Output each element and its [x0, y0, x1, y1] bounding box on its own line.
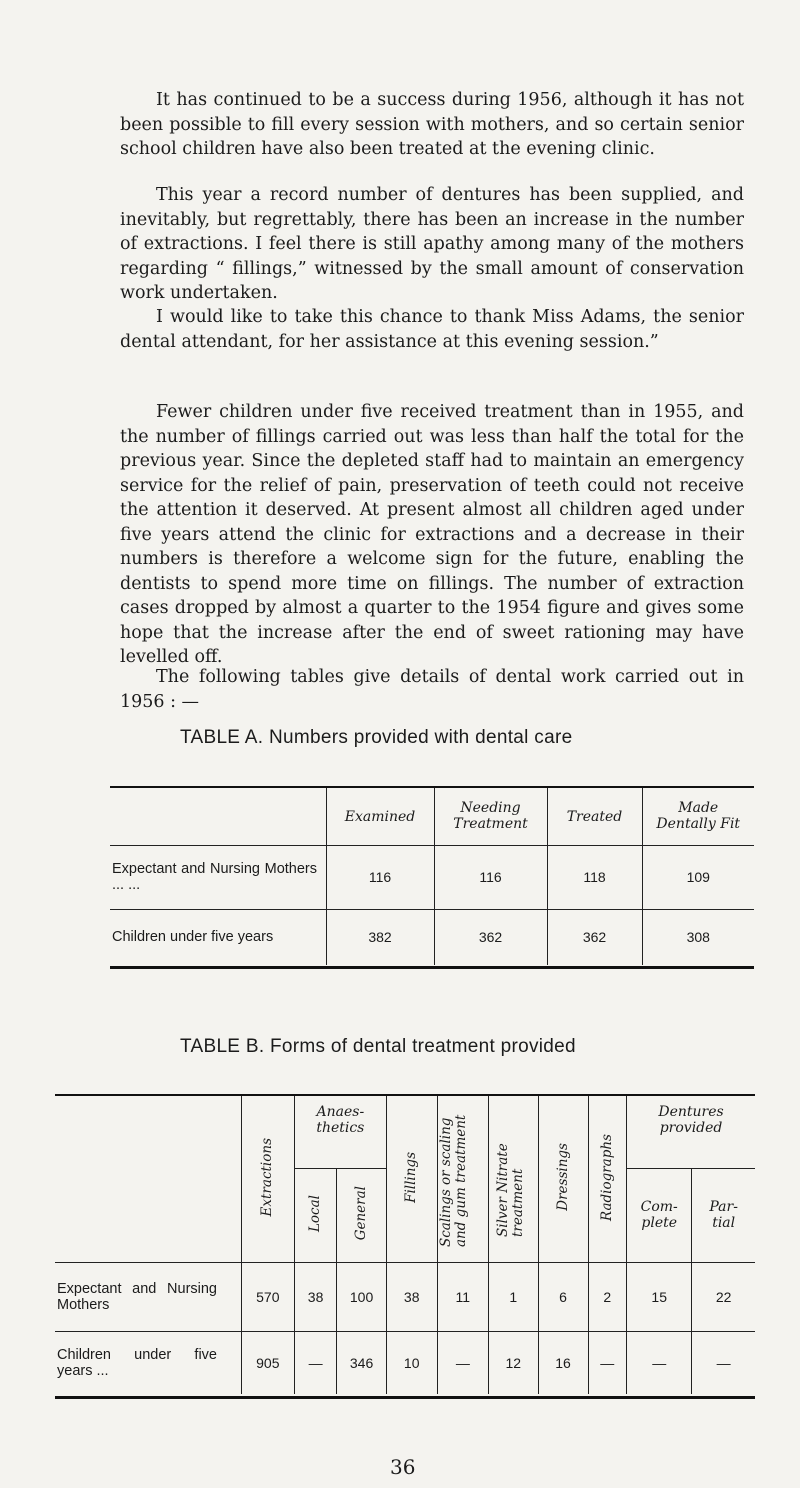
table-cell: 2: [588, 1262, 627, 1331]
table-cell: —: [437, 1331, 488, 1394]
table-b-header-general: General: [337, 1168, 387, 1262]
table-cell: 346: [337, 1331, 387, 1394]
table-b-bottom-rule: [55, 1396, 755, 1399]
table-cell: 118: [547, 845, 642, 909]
table-cell: 38: [386, 1262, 437, 1331]
table-cell: 100: [337, 1262, 387, 1331]
table-cell: 1: [489, 1262, 539, 1331]
table-a: [110, 788, 754, 965]
paragraph-dentures: This year a record number of dentures has been supplied, and inevitably, but regrettably, there has been an increase in the number of extractions. I feel there is still apathy among many of the mothers regarding “ fillings,” witnessed by the small amount of conservation work undertaken.: [120, 185, 744, 303]
table-b-row-label: Expectant and Nursing Mothers: [55, 1262, 241, 1331]
table-b-header-scalings: Scalings or scaling and gum treatment: [437, 1096, 488, 1262]
table-a-header-made-fit: Made Dentally Fit: [642, 788, 754, 845]
table-b-header-fillings: Fillings: [386, 1096, 437, 1262]
table-cell: 362: [547, 909, 642, 965]
table-cell: 22: [692, 1262, 755, 1331]
table-cell: —: [294, 1331, 336, 1394]
table-b-header-anaesthetics: Anaes- thetics: [294, 1096, 386, 1168]
table-b-header-dressings: Dressings: [538, 1096, 588, 1262]
table-cell: 6: [538, 1262, 588, 1331]
table-row: [55, 1262, 755, 1331]
table-cell: 905: [241, 1331, 294, 1394]
page-number: 36: [390, 1455, 416, 1479]
table-cell: 382: [326, 909, 434, 965]
table-cell: 11: [437, 1262, 488, 1331]
table-b: [55, 1096, 755, 1394]
table-cell: 16: [538, 1331, 588, 1394]
table-row: [110, 845, 754, 909]
paragraph-children-under-five: Fewer children under five received treatment than in 1955, and the number of fillings carried out was less than half the total for the previous year. Since the depleted staff had to maintain an emergency service for the relief of pain, preservation of teeth could not receive the attention it deserved. At present almost all children aged under five years attend the clinic for extractions and a decrease in their numbers is therefore a welcome sign for the future, enabling the dentists to spend more time on fillings. The number of extraction cases dropped by almost a quarter to the 1954 figure and gives some hope that the increase after the end of sweet rationing may have levelled off.: [120, 402, 744, 667]
table-b-header-radiographs: Radiographs: [588, 1096, 627, 1262]
table-cell: —: [588, 1331, 627, 1394]
table-cell: —: [692, 1331, 755, 1394]
table-cell: 116: [326, 845, 434, 909]
table-a-header-examined: Examined: [326, 788, 434, 845]
table-a-header-needing: Needing Treatment: [434, 788, 547, 845]
table-b-header-local: Local: [294, 1168, 336, 1262]
table-a-row-label: Expectant and Nursing Mothers ... ...: [110, 845, 326, 909]
table-row: [110, 909, 754, 965]
table-cell: 10: [386, 1331, 437, 1394]
paragraph-evening-clinic: It has continued to be a success during 1956, although it has not been possible to fill every session with mothers, and so certain senior school children have also been treated at the evening clinic.: [120, 90, 744, 159]
table-cell: 109: [642, 845, 754, 909]
table-b-header-extractions: Extractions: [241, 1096, 294, 1262]
table-b-header-complete: Com- plete: [627, 1168, 692, 1262]
table-b-corner: [55, 1096, 241, 1262]
table-cell: 570: [241, 1262, 294, 1331]
table-a-row-label: Children under five years: [110, 909, 326, 965]
table-cell: 308: [642, 909, 754, 965]
table-cell: 362: [434, 909, 547, 965]
table-b-header-silver-nitrate: Silver Nitrate treatment: [489, 1096, 539, 1262]
table-a-bottom-rule: [110, 966, 754, 969]
table-cell: 12: [489, 1331, 539, 1394]
paragraph-tables-intro: The following tables give details of dental work carried out in 1956 : —: [120, 667, 744, 712]
table-a-header-treated: Treated: [547, 788, 642, 845]
table-cell: 38: [294, 1262, 336, 1331]
table-cell: 15: [627, 1262, 692, 1331]
table-a-corner: [110, 788, 326, 845]
table-b-header-partial: Par- tial: [692, 1168, 755, 1262]
table-cell: —: [627, 1331, 692, 1394]
table-a-caption: TABLE A. Numbers provided with dental care: [180, 727, 573, 748]
table-row: [55, 1331, 755, 1394]
table-b-row-label: Children under five years ...: [55, 1331, 241, 1394]
paragraph-thanks: I would like to take this chance to thank Miss Adams, the senior dental attendant, for her assistance at this evening session.”: [120, 307, 744, 352]
table-cell: 116: [434, 845, 547, 909]
table-b-header-dentures: Dentures provided: [627, 1096, 755, 1168]
table-b-caption: TABLE B. Forms of dental treatment provided: [180, 1036, 576, 1057]
